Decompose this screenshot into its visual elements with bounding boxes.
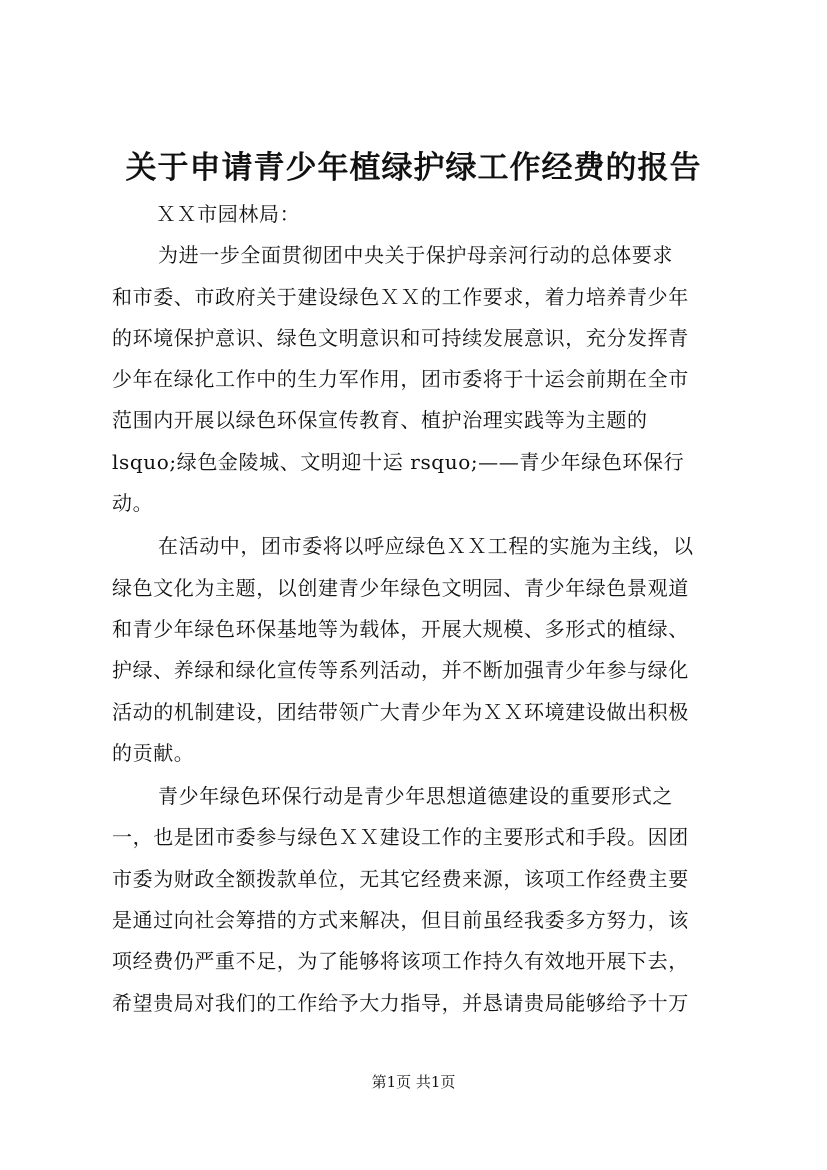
document-title: 关于申请青少年植绿护绿工作经费的报告	[125, 150, 702, 186]
paragraph-line: 绿色文化为主题，以创建青少年绿色文明园、青少年绿色景观道	[112, 575, 689, 600]
paragraph-line: 为进一步全面贯彻团中央关于保护母亲河行动的总体要求	[158, 243, 673, 268]
paragraph-line: 市委为财政全额拨款单位，无其它经费来源，该项工作经费主要	[112, 866, 689, 891]
paragraph-line: 是通过向社会筹措的方式来解决，但目前虽经我委多方努力，该	[112, 908, 689, 933]
paragraph-line: 范围内开展以绿色环保宣传教育、植护治理实践等为主题的	[112, 408, 648, 433]
paragraph-line: 和市委、市政府关于建设绿色ＸＸ的工作要求，着力培养青少年	[112, 284, 689, 309]
paragraph-line: 少年在绿化工作中的生力军作用，团市委将于十运会前期在全市	[112, 367, 689, 392]
paragraph-line: 和青少年绿色环保基地等为载体，开展大规模、多形式的植绿、	[112, 616, 689, 641]
paragraph-line: 青少年绿色环保行动是青少年思想道德建设的重要形式之	[158, 784, 673, 809]
paragraph-line: 活动的机制建设，团结带领广大青少年为ＸＸ环境建设做出积极	[112, 699, 689, 724]
document-body	[112, 194, 726, 1024]
page-footer: 第1页 共1页	[371, 1073, 456, 1091]
paragraph-line: 的贡献。	[112, 740, 195, 765]
paragraph-line: 在活动中，团市委将以呼应绿色ＸＸ工程的实施为主线，以	[158, 534, 694, 559]
paragraph-line: lsquo;绿色金陵城、文明迎十运 rsquo;——青少年绿色环保行	[112, 449, 685, 474]
paragraph-line: 项经费仍严重不足，为了能够将该项工作持久有效地开展下去，	[112, 949, 689, 974]
paragraph-line: 动。	[112, 491, 154, 516]
paragraph-line: 的环境保护意识、绿色文明意识和可持续发展意识，充分发挥青	[112, 325, 689, 350]
paragraph-line: 一，也是团市委参与绿色ＸＸ建设工作的主要形式和手段。因团	[112, 825, 689, 850]
paragraph-line: 护绿、养绿和绿化宣传等系列活动，并不断加强青少年参与绿化	[112, 658, 689, 683]
salutation: ＸＸ市园林局：	[156, 202, 301, 226]
paragraph-line: 希望贵局对我们的工作给予大力指导，并恳请贵局能够给予十万	[112, 990, 689, 1015]
